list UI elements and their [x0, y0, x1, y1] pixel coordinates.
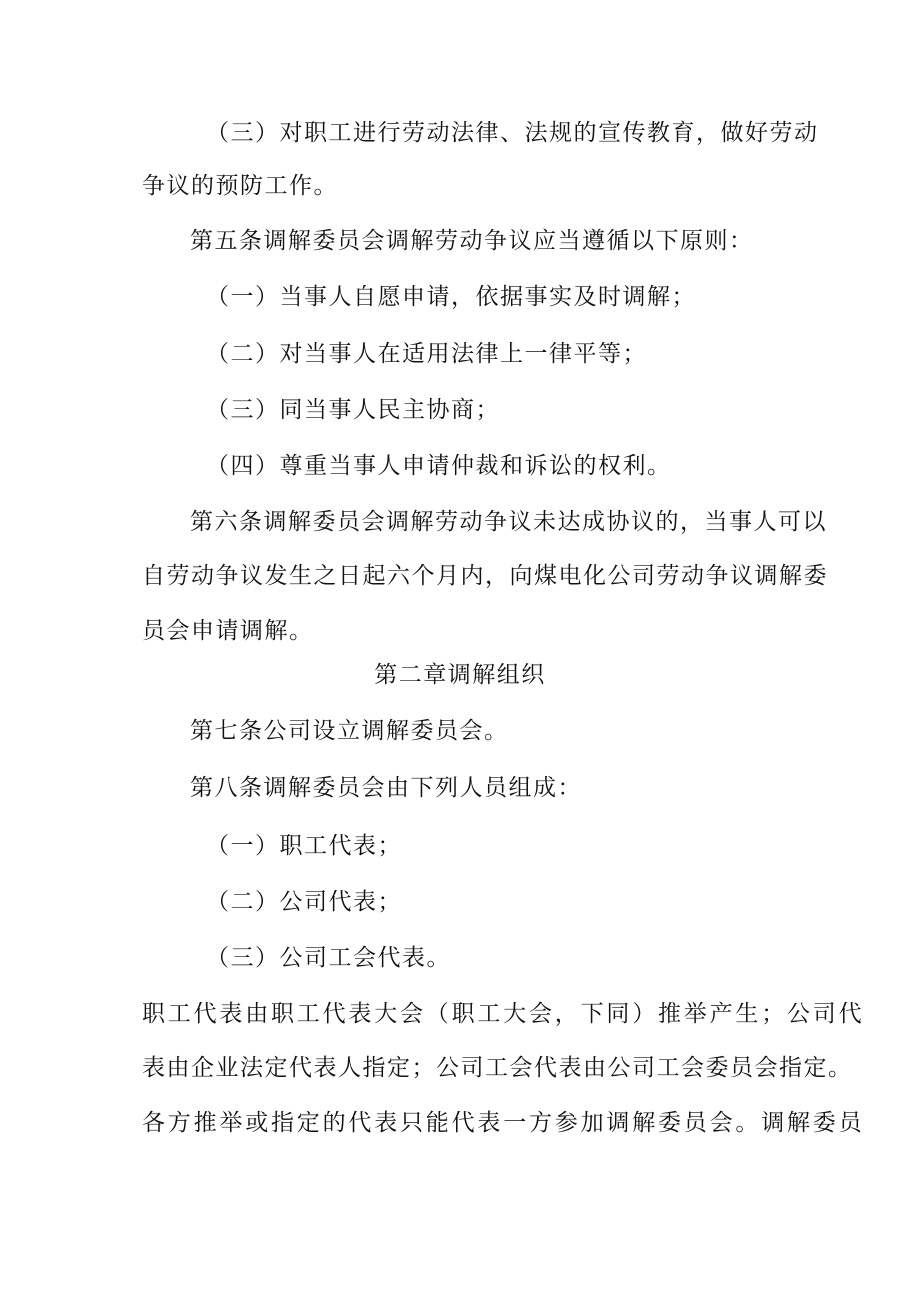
list-item: （四）尊重当事人申请仲裁和诉讼的权利。	[206, 453, 672, 479]
article-7-line: 第七条公司设立调解委员会。	[190, 718, 509, 744]
paragraph-line: 自劳动争议发生之日起六个月内，向煤电化公司劳动争议调解委	[142, 563, 828, 589]
list-item: （二）公司代表；	[206, 889, 402, 915]
list-item: （一）当事人自愿申请，依据事实及时调解；	[206, 284, 696, 310]
paragraph-line: 各方推举或指定的代表只能代表一方参加调解委员会。调解委员	[142, 1110, 865, 1136]
list-item: （二）对当事人在适用法律上一律平等；	[206, 341, 647, 367]
paragraph-line: 员会申请调解。	[142, 618, 314, 644]
list-item: （一）职工代表；	[206, 833, 402, 859]
article-5-heading: 第五条调解委员会调解劳动争议应当遵循以下原则：	[190, 228, 754, 254]
paragraph-line: 表由企业法定代表人指定；公司工会代表由公司工会委员会指定。	[142, 1055, 853, 1081]
article-8-line: 第八条调解委员会由下列人员组成：	[190, 775, 582, 801]
list-item: （三）公司工会代表。	[206, 945, 451, 971]
article-6-line: 第六条调解委员会调解劳动争议未达成协议的，当事人可以	[190, 509, 827, 535]
chapter-title: 第二章调解组织	[374, 662, 546, 688]
paragraph-line: 职工代表由职工代表大会（职工大会，下同）推举产生；公司代	[142, 1001, 865, 1027]
list-item: （三）同当事人民主协商；	[206, 397, 500, 423]
paragraph-line: （三）对职工进行劳动法律、法规的宣传教育，做好劳动	[206, 120, 819, 146]
paragraph-line: 争议的预防工作。	[142, 173, 338, 199]
